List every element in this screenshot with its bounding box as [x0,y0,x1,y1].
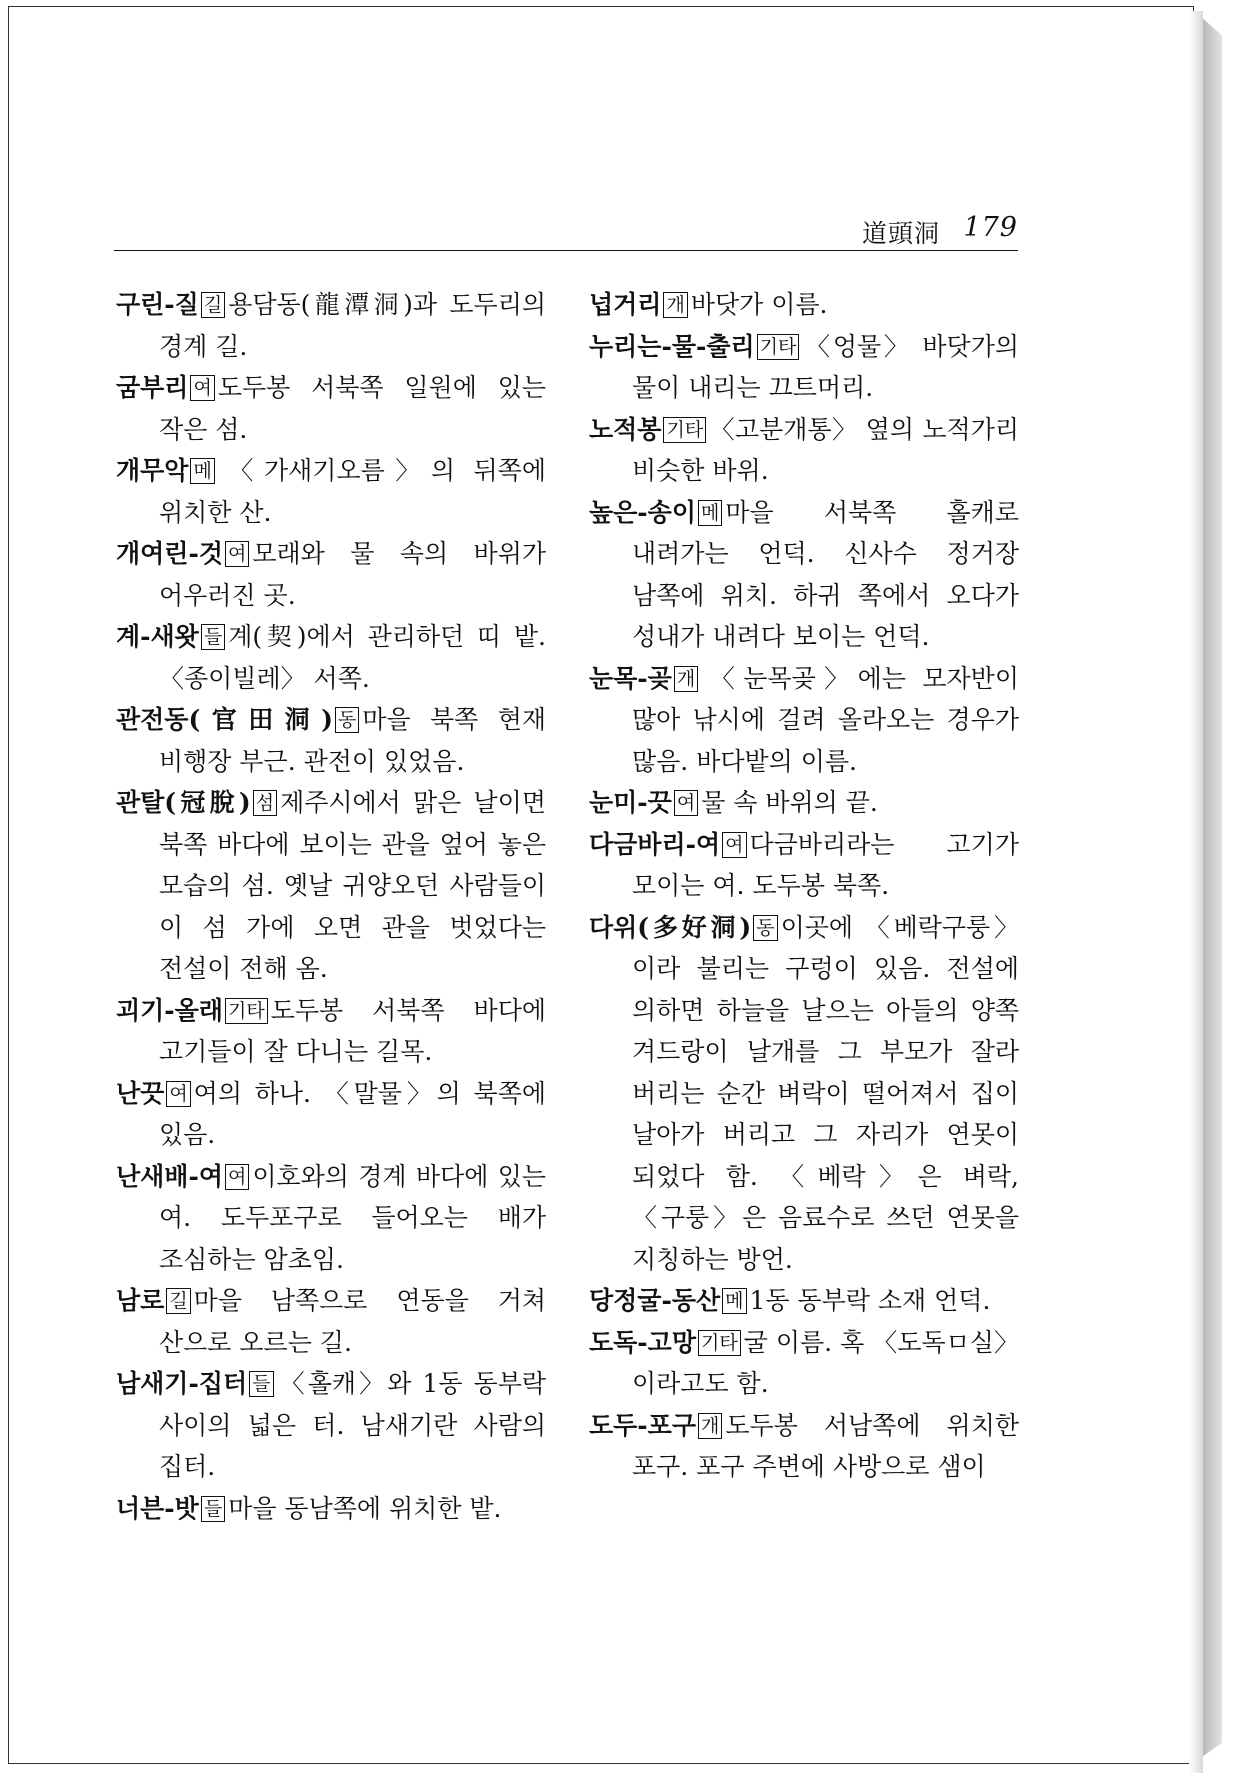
entry-category-tag: 여 [190,375,214,401]
entry-headword: 개여린-것 [116,539,223,568]
entry-headword: 관전동(官田洞) [116,705,333,734]
entry-category-tag: 개 [674,666,698,692]
entry-category-tag: 메 [190,458,214,484]
dictionary-entry [589,492,1019,658]
entry-headword: 높은-송이 [589,497,696,527]
dictionary-entry [116,616,546,699]
page-inner-edge [1189,11,1203,1773]
entry-category-tag: 길 [201,292,225,318]
entry-category-tag: 들 [201,1496,225,1522]
entry-headword: 난끗 [116,1078,165,1108]
entry-category-tag: 들 [249,1371,273,1397]
dictionary-entry [116,699,546,782]
entry-definition: 계(契)에서 관리하던 띠 밭. 〈종이빌레〉 서쪽. [159,622,546,693]
entry-headword: 노적봉 [589,414,662,444]
entry-category-tag: 기타 [698,1330,741,1356]
entry-definition: 〈엉물〉 바닷가의 물이 내리는 끄트머리. [632,331,1019,402]
entry-headword: 남새기-집터 [116,1369,248,1398]
entry-definition: 이곳에 〈베락구룽〉이라 불리는 구렁이 있음. 전설에 의하면 하늘을 날으는 아들의 양쪽 겨드랑이 날개를 그 부모가 잘라 버리는 순간 벼락이 떨어져서 집이 날아가 버리고 그 자리가 연못이 되었다 함. 〈베락〉은 벼락, 〈구룽〉은 음료수로 쓰던 연못을 지칭하는 방언. [632,912,1019,1274]
dictionary-entry [116,1073,546,1156]
entry-category-tag: 기타 [225,998,268,1024]
entry-category-tag: 여 [674,790,698,816]
entry-definition: 여의 하나. 〈말물〉의 북쪽에 있음. [159,1078,546,1149]
entry-headword: 눈목-곶 [589,663,672,693]
entry-definition: 마을 동남쪽에 위치한 밭. [228,1493,502,1523]
entry-definition: 〈가새기오름〉의 뒤쪽에 위치한 산. [159,456,546,527]
dictionary-entry [589,284,1019,326]
entry-category-tag: 섬 [253,790,277,816]
entry-category-tag: 메 [722,1288,746,1314]
dictionary-entry [116,1280,546,1363]
entry-headword: 눈미-끗 [589,788,672,817]
entry-category-tag: 기타 [757,334,800,360]
entry-definition: 도두봉 서남쪽에 위치한 포구. 포구 주변에 사방으로 샘이 [632,1410,1019,1481]
entry-headword: 계-새왓 [116,622,199,651]
dictionary-entry [589,1405,1019,1488]
entry-headword: 도두-포구 [589,1410,696,1440]
entry-category-tag: 메 [698,500,722,526]
entry-definition: 물 속 바위의 끝. [701,788,878,817]
entry-headword: 당정굴-동산 [589,1286,721,1315]
entry-definition: 1동 동부락 소재 언덕. [749,1286,991,1315]
entry-category-tag: 여 [225,541,249,567]
dictionary-entry [116,284,546,367]
entry-definition: 바닷가 이름. [690,290,828,319]
entry-definition: 굴 이름. 혹 〈도독ㅁ실〉이라고도 함. [632,1327,1019,1398]
entry-headword: 너븐-밧 [116,1493,199,1523]
entry-headword: 다위(多好洞) [589,912,752,942]
entry-definition: 마을 남쪽으로 연동을 거쳐 산으로 오르는 길. [159,1286,546,1357]
dictionary-entry [589,907,1019,1281]
dictionary-entry [116,782,546,990]
entry-headword: 구린-질 [116,290,199,319]
entry-headword: 도독-고망 [589,1327,696,1357]
dictionary-entry [589,658,1019,783]
entry-definition: 제주시에서 맑은 날이면 북쪽 바다에 보이는 관을 엎어 놓은 모습의 섬. 옛날 귀양오던 사람들이 이 섬 가에 오면 관을 벗었다는 전설이 전해 옴. [159,788,546,983]
dictionary-entry [589,824,1019,907]
entry-headword: 관탈(冠脫) [116,788,251,817]
dictionary-entry [116,367,546,450]
entry-headword: 넙거리 [589,290,662,319]
entry-definition: 도두봉 서북쪽 일원에 있는 작은 섬. [159,373,546,444]
entry-definition: 다금바리라는 고기가 모이는 여. 도두봉 북쪽. [632,829,1019,900]
entry-headword: 굼부리 [116,373,189,402]
entry-definition: 이호와의 경계 바다에 있는 여. 도두포구로 들어오는 배가 조심하는 암초임. [159,1161,546,1274]
dictionary-entry [116,1488,546,1530]
entry-definition: 마을 북쪽 현재 비행장 부근. 관전이 있었음. [159,705,547,776]
entry-category-tag: 개 [698,1413,722,1439]
entry-category-tag: 여 [722,832,746,858]
entry-category-tag: 기타 [663,417,706,443]
dictionary-entry [589,1322,1019,1405]
entry-definition: 모래와 물 속의 바위가 어우러진 곳. [159,539,546,610]
entry-headword: 난새배-여 [116,1161,223,1191]
entry-definition: 용담동(龍潭洞)과 도두리의 경계 길. [159,290,546,361]
entry-headword: 누리는-물-출리 [589,331,755,361]
entry-category-tag: 동 [753,915,777,941]
entry-headword: 괴기-올래 [116,995,223,1025]
entry-definition: 〈고분개통〉 옆의 노적가리 비슷한 바위. [632,414,1019,485]
dictionary-entry [116,450,546,533]
right-column [589,284,1019,1488]
entry-definition: 〈홀캐〉와 1동 동부락 사이의 넓은 터. 남새기란 사람의 집터. [159,1369,546,1481]
entry-definition: 마을 서북쪽 홀캐로 내려가는 언덕. 신사수 정거장 남쪽에 위치. 하귀 쪽에서 오다가 성내가 내려다 보이는 언덕. [632,497,1019,651]
entry-category-tag: 개 [663,292,687,318]
running-header [114,212,1018,252]
dictionary-entry [116,990,546,1073]
entry-category-tag: 길 [166,1288,190,1314]
page-number: 179 [963,212,1018,243]
dictionary-entry [589,409,1019,492]
entry-category-tag: 여 [166,1081,190,1107]
dictionary-entry [589,1280,1019,1322]
entry-definition: 도두봉 서북쪽 바다에 고기들이 잘 다니는 길목. [159,995,546,1066]
entry-headword: 다금바리-여 [589,829,721,859]
running-header-title: 道頭洞 [861,219,940,248]
entry-headword: 개무악 [116,456,189,485]
dictionary-entry [589,782,1019,824]
dictionary-entry [589,326,1019,409]
dictionary-entry [116,1363,546,1488]
entry-category-tag: 여 [225,1164,249,1190]
dictionary-entry [116,533,546,616]
left-column [116,284,546,1529]
entry-definition: 〈눈목곶〉에는 모자반이 많아 낚시에 걸려 올라오는 경우가 많음. 바다밭의 이름. [632,663,1019,776]
entry-headword: 남로 [116,1286,165,1315]
entry-category-tag: 동 [335,707,359,733]
dictionary-entry [116,1156,546,1281]
entry-category-tag: 들 [201,624,225,650]
header-rule [114,250,1018,251]
